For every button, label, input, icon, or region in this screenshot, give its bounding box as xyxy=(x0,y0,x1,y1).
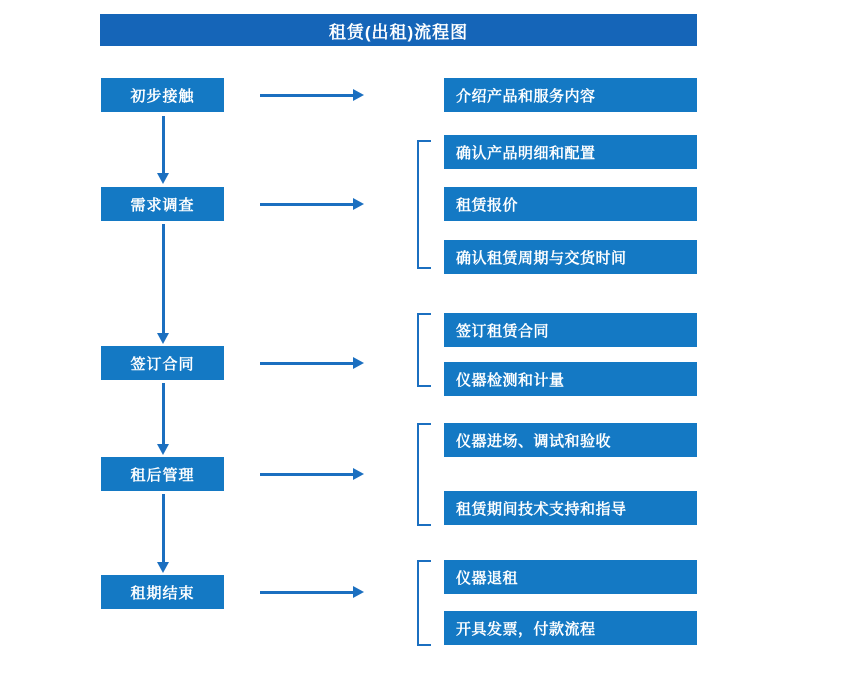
stage-box-lease-end[interactable]: 租期结束 xyxy=(101,575,224,609)
vertical-arrow-3-to-4 xyxy=(157,383,169,455)
bracket-stage-2 xyxy=(417,140,431,269)
detail-box-instrument-entry-debug-acceptance[interactable]: 仪器进场、调试和验收 xyxy=(444,423,697,457)
detail-box-lease-quotation[interactable]: 租赁报价 xyxy=(444,187,697,221)
horizontal-arrow-stage-1 xyxy=(260,89,364,101)
page-title: 租赁(出租)流程图 xyxy=(100,14,697,46)
horizontal-arrow-stage-4 xyxy=(260,468,364,480)
bracket-stage-3 xyxy=(417,313,431,387)
detail-box-instrument-return[interactable]: 仪器退租 xyxy=(444,560,697,594)
detail-box-invoice-payment[interactable]: 开具发票，付款流程 xyxy=(444,611,697,645)
horizontal-arrow-stage-3 xyxy=(260,357,364,369)
detail-box-instrument-inspection[interactable]: 仪器检测和计量 xyxy=(444,362,697,396)
bracket-stage-4 xyxy=(417,423,431,526)
vertical-arrow-2-to-3 xyxy=(157,224,169,344)
detail-box-sign-lease-contract[interactable]: 签订租赁合同 xyxy=(444,313,697,347)
horizontal-arrow-stage-2 xyxy=(260,198,364,210)
vertical-arrow-1-to-2 xyxy=(157,116,169,184)
stage-box-sign-contract[interactable]: 签订合同 xyxy=(101,346,224,380)
horizontal-arrow-stage-5 xyxy=(260,586,364,598)
vertical-arrow-4-to-5 xyxy=(157,494,169,573)
stage-box-post-lease-management[interactable]: 租后管理 xyxy=(101,457,224,491)
detail-box-introduce-products[interactable]: 介绍产品和服务内容 xyxy=(444,78,697,112)
stage-box-initial-contact[interactable]: 初步接触 xyxy=(101,78,224,112)
stage-box-demand-survey[interactable]: 需求调查 xyxy=(101,187,224,221)
detail-box-technical-support[interactable]: 租赁期间技术支持和指导 xyxy=(444,491,697,525)
bracket-stage-5 xyxy=(417,560,431,646)
detail-box-confirm-lease-period[interactable]: 确认租赁周期与交货时间 xyxy=(444,240,697,274)
detail-box-confirm-product-details[interactable]: 确认产品明细和配置 xyxy=(444,135,697,169)
